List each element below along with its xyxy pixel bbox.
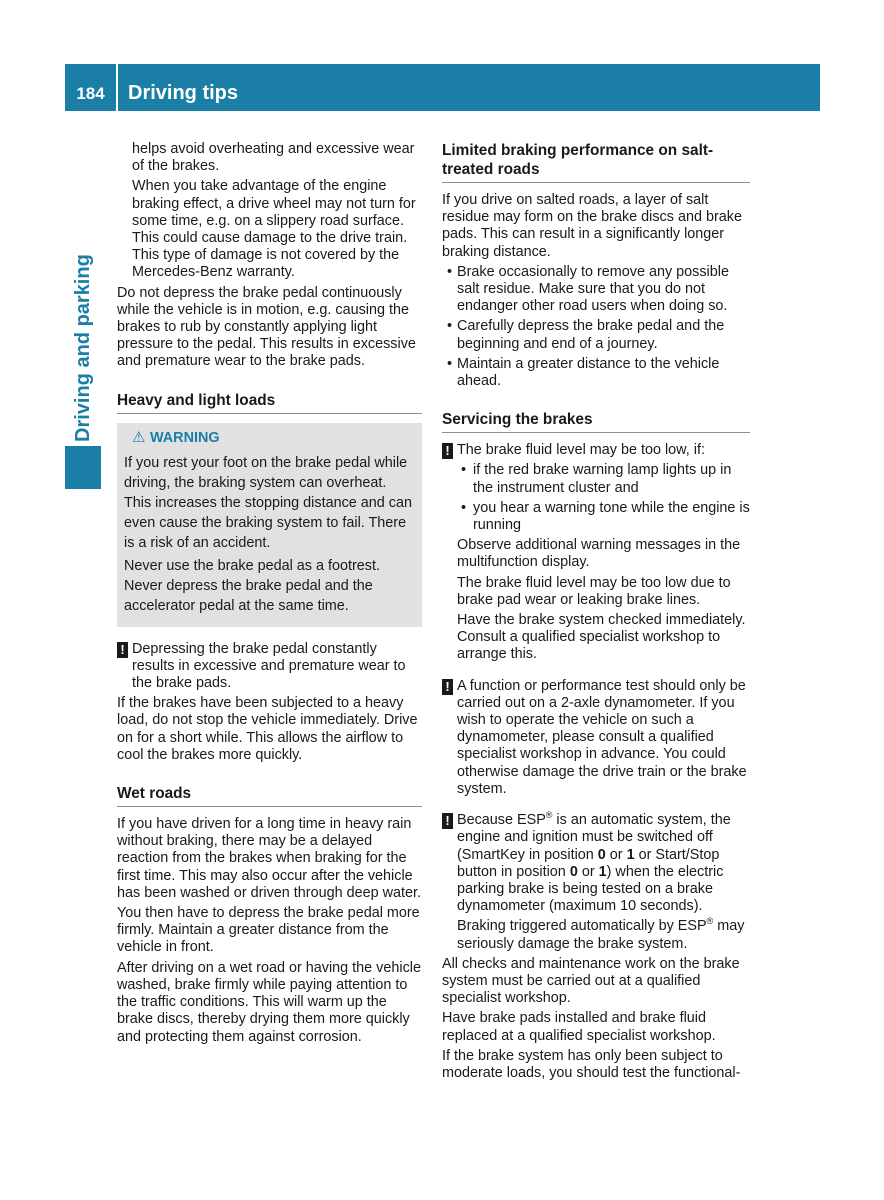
exclamation-icon: ! [442, 679, 453, 695]
warning-title [124, 429, 415, 447]
note-paragraph: The brake fluid level may be too low due to brake pad wear or leaking brake lines. [457, 574, 731, 608]
note-text-part: ) when the electric parking brake is being tested on a brake dynamometer (maximum 10 seconds). [457, 863, 724, 915]
note-item [117, 641, 422, 693]
heading-wet-roads: Wet roads [117, 784, 422, 807]
bullet-icon: • [461, 499, 467, 516]
bullet-icon: • [447, 318, 453, 335]
note-paragraph: Have the brake system checked immediately. Consult a qualified specialist workshop to arrange this. [457, 612, 746, 663]
heavy-load-paragraph: If the brakes have been subjected to a heavy load, do not stop the vehicle immediately. Drive on for a short while. This allows the airflow to cool the brakes more quickly. [117, 695, 418, 763]
wet-paragraph: You then have to depress the brake pedal more firmly. Maintain a greater distance from the vehicle in front. [117, 905, 420, 956]
position-value: 0 [597, 846, 606, 863]
warning-box [117, 423, 422, 627]
list-item-text: if the red brake warning lamp lights up in the instrument cluster and [473, 462, 732, 496]
note-text: Depressing the brake pedal constantly results in excessive and premature wear to the brake pads. [132, 640, 406, 692]
exclamation-icon: ! [442, 443, 453, 459]
bullet-icon: • [461, 462, 467, 479]
registered-mark: ® [706, 916, 714, 927]
warning-paragraph: If you rest your foot on the brake pedal while driving, the braking system can overheat. This increases the stopping distance and can even cause the braking system to fail. There is a risk of an accident. [124, 454, 412, 551]
checks-paragraph: All checks and maintenance work on the brake system must be carried out at a qualified specialist workshop. [442, 955, 740, 1007]
exclamation-icon: ! [117, 642, 128, 658]
heading-loads-block [117, 391, 422, 414]
right-column [442, 141, 750, 1085]
bullet-icon: • [447, 355, 453, 372]
moderate-paragraph: If the brake system has only been subject to moderate loads, you should test the functional- [442, 1047, 741, 1081]
list-item [442, 500, 750, 534]
list-item-text: Brake occasionally to remove any possible salt residue. Make sure that you do not endanger other road users when doing so. [457, 263, 729, 315]
note-text-part: Because ESP [457, 812, 546, 829]
note-item [442, 678, 750, 798]
exclamation-icon: ! [442, 813, 453, 829]
note-text-part: is an automatic system, the engine and ignition must be switched off (SmartKey in position [457, 812, 731, 863]
note-text: The brake fluid level may be too low, if: [457, 442, 705, 459]
heading-servicing-brakes: Servicing the brakes [442, 410, 750, 433]
wet-paragraph: If you have driven for a long time in heavy rain without braking, there may be a delayed reaction from the brakes when braking for the first time. This may also occur after the vehicle has been washed or driven through deep water. [117, 816, 422, 901]
note-text: A function or performance test should only be carried out on a 2-axle dynamometer. If you wish to operate the vehicle on such a dynamometer, please consult a qualified specialist workshop in advance. You could otherwise damage the drive train or the brake system. [457, 677, 747, 797]
heading-service-block [442, 410, 750, 433]
wet-paragraph: After driving on a wet road or having the vehicle washed, brake firmly while paying attention to the traffic conditions. This will warm up the brake discs, thereby drying them more quickly and protecting them against corrosion. [117, 959, 421, 1045]
bullet-icon: • [447, 263, 453, 280]
page-number: 184 [76, 84, 105, 103]
side-tab-label: Driving and parking [72, 254, 94, 442]
list-item-text: you hear a warning tone while the engine is running [473, 499, 750, 534]
list-item [442, 264, 750, 316]
side-tab-marker [65, 446, 101, 489]
note-item [442, 442, 750, 459]
position-value: 0 [569, 863, 578, 880]
heading-salt-block [442, 141, 750, 183]
heading-heavy-light-loads: Heavy and light loads [117, 391, 422, 414]
section-title: Driving tips [128, 82, 239, 104]
list-item-text: Maintain a greater distance to the vehicle ahead. [457, 355, 720, 390]
header-divider [116, 64, 118, 111]
depress-paragraph: Do not depress the brake pedal continuously while the vehicle is in motion, e.g. causing the brakes to rub by constantly applying light pressure to the pedal. This results in excessive and premature wear to the brake pads. [117, 284, 416, 370]
position-value: 1 [598, 863, 607, 880]
list-item [442, 356, 750, 390]
warning-paragraph: Never use the brake pedal as a footrest. Never depress the brake pedal and the accelerator pedal at the same time. [124, 557, 380, 614]
warning-label: WARNING [150, 429, 220, 446]
note-text-part: or [577, 863, 599, 880]
note-text-part: or Start/Stop button in position [457, 846, 720, 880]
note-text [457, 812, 731, 914]
pads-paragraph: Have brake pads installed and brake fluid replaced at a qualified specialist workshop. [442, 1010, 716, 1044]
note-text-part: may seriously damage the brake system. [457, 918, 745, 952]
note-text-part: or [605, 846, 627, 863]
list-item-text: Carefully depress the brake pedal and the beginning and end of a journey. [457, 318, 725, 352]
list-item [442, 318, 750, 352]
note-item [442, 812, 750, 915]
note-paragraph: Observe additional warning messages in the multifunction display. [457, 537, 741, 571]
list-item [442, 462, 750, 496]
heading-wet-block [117, 784, 422, 807]
registered-mark: ® [545, 810, 553, 821]
warning-triangle-icon: ⚠ [132, 428, 146, 446]
heading-salt-roads: Limited braking performance on salt-treated roads [442, 141, 750, 183]
note-paragraph [442, 918, 750, 952]
left-column [117, 141, 422, 1049]
intro-paragraph: helps avoid overheating and excessive wear of the brakes. [132, 141, 415, 175]
engine-braking-paragraph: When you take advantage of the engine braking effect, a drive wheel may not turn for some time, e.g. on a slippery road surface. This could cause damage to the drive train. This type of damage is not covered by the Mercedes-Benz warranty. [132, 178, 416, 281]
note-text-part: Braking triggered automatically by ESP [457, 918, 707, 935]
salt-paragraph: If you drive on salted roads, a layer of salt residue may form on the brake discs and brake pads. This can result in a significantly longer braking distance. [442, 192, 742, 260]
position-value: 1 [626, 846, 635, 863]
